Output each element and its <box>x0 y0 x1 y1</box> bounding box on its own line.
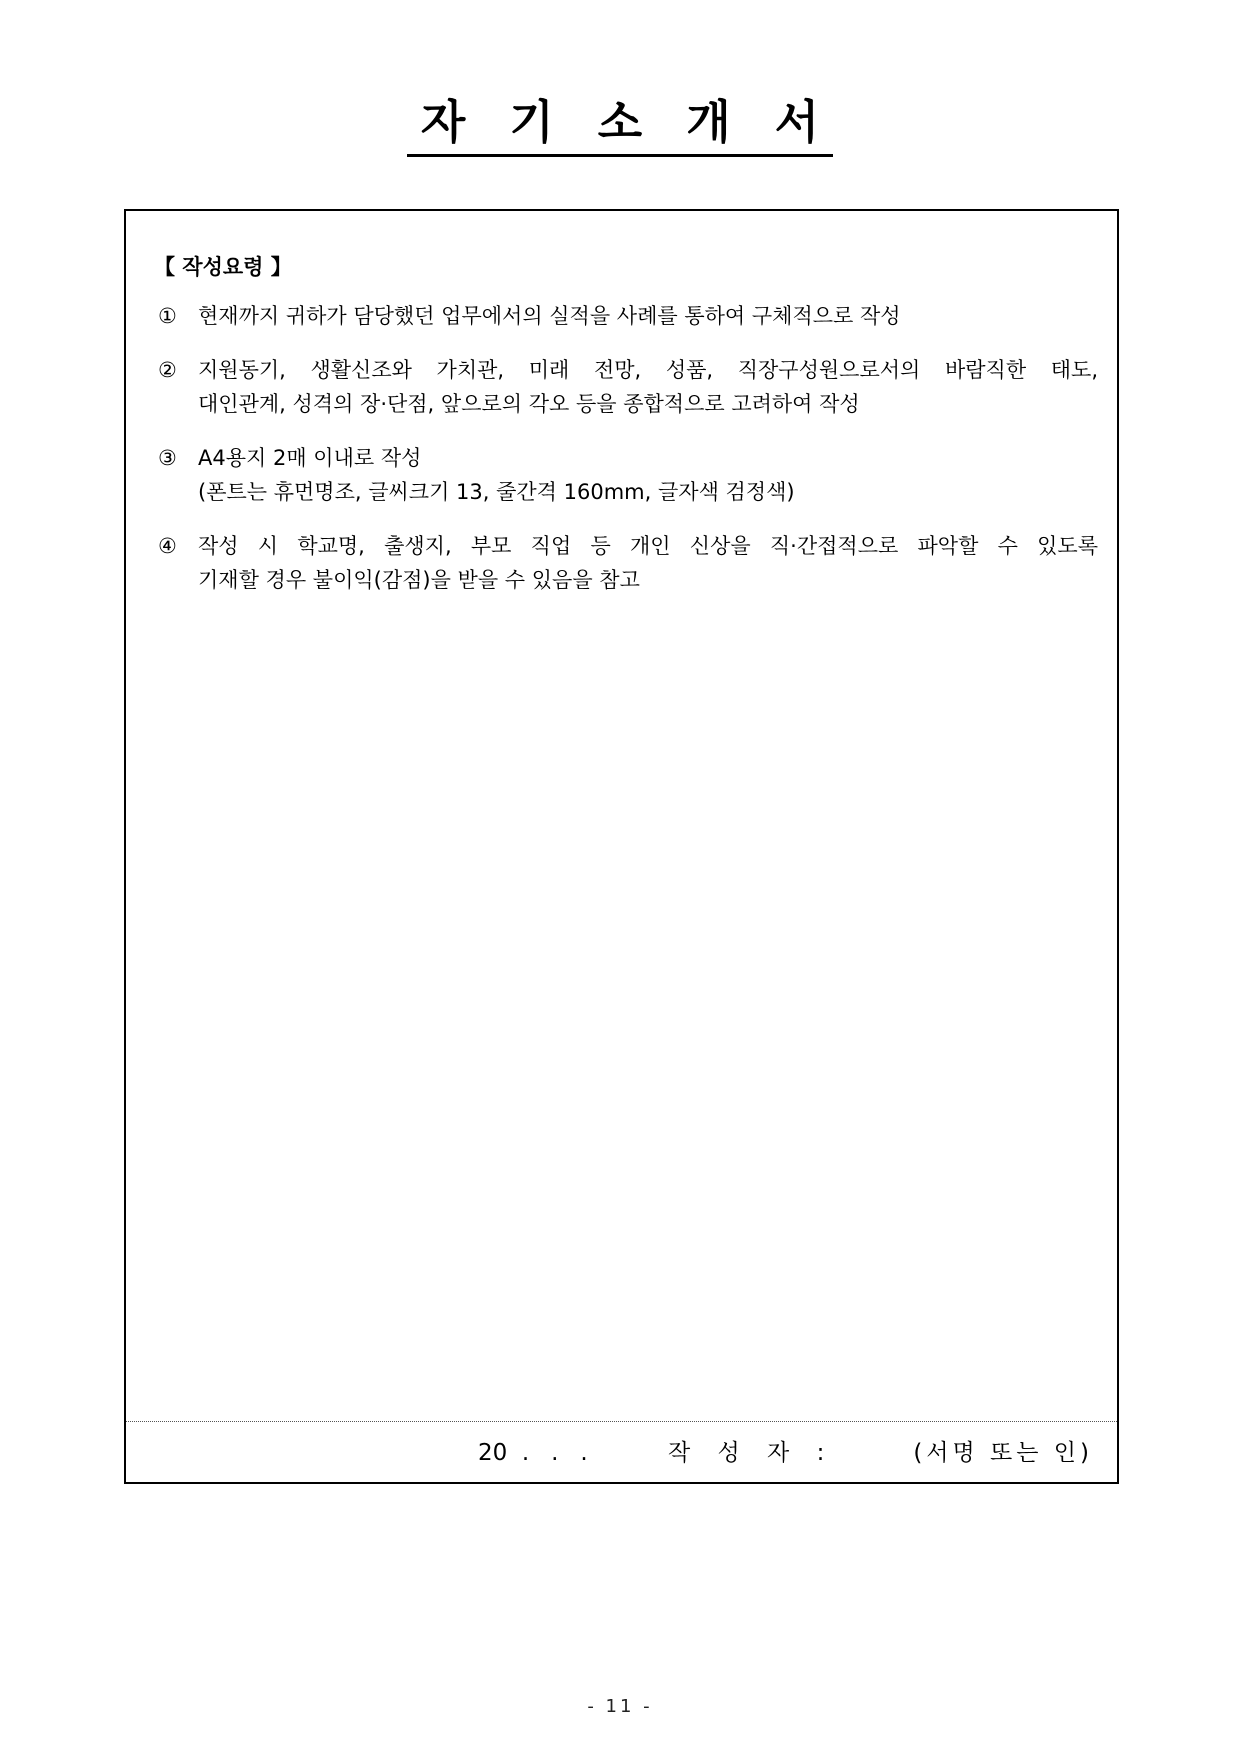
guide-line: A4용지 2매 이내로 작성 <box>198 446 422 470</box>
guide-text <box>198 441 1098 509</box>
guide-line: 대인관계, 성격의 장·단점, 앞으로의 각오 등을 종합적으로 고려하여 작성 <box>198 392 860 416</box>
signature-note[interactable]: (서명 또는 인) <box>913 1440 1093 1466</box>
writer-label: 작 성 자 : <box>668 1440 835 1466</box>
guide-text <box>198 299 1098 333</box>
guide-number: ④ <box>158 534 177 558</box>
signature-row <box>126 1435 1117 1471</box>
guide-number: ② <box>158 358 177 382</box>
guide-number: ③ <box>158 446 177 470</box>
document-title-text: 자 기 소 개 서 <box>407 92 833 157</box>
guide-line: 작성 시 학교명, 출생지, 부모 직업 등 개인 신상을 직·간접적으로 파악할 수 있도록 <box>198 534 1098 558</box>
guide-item-3 <box>158 441 1098 509</box>
self-introduction-form <box>124 209 1119 1484</box>
signature-date[interactable]: 20 . . . <box>478 1440 588 1466</box>
guide-item-1 <box>158 299 1098 333</box>
guide-item-4 <box>158 529 1098 597</box>
document-title <box>0 92 1240 157</box>
guide-item-2 <box>158 353 1098 421</box>
essay-writing-area[interactable] <box>126 691 1117 1631</box>
guide-line: (폰트는 휴먼명조, 글씨크기 13, 줄간격 160mm, 글자색 검정색) <box>198 480 795 504</box>
guide-line: 기재할 경우 불이익(감점)을 받을 수 있음을 참고 <box>198 568 640 592</box>
writing-guide-list <box>158 299 1098 617</box>
writing-guide-heading: 【 작성요령 】 <box>154 255 292 279</box>
guide-text <box>198 353 1098 421</box>
guide-line: 현재까지 귀하가 담당했던 업무에서의 실적을 사례를 통하여 구체적으로 작성 <box>198 304 901 328</box>
guide-line: 지원동기, 생활신조와 가치관, 미래 전망, 성품, 직장구성원으로서의 바람직한 태도, <box>198 358 1098 382</box>
signature-divider <box>126 1421 1117 1422</box>
page-number: - 11 - <box>587 1696 653 1717</box>
guide-number: ① <box>158 304 177 328</box>
guide-text <box>198 529 1098 597</box>
